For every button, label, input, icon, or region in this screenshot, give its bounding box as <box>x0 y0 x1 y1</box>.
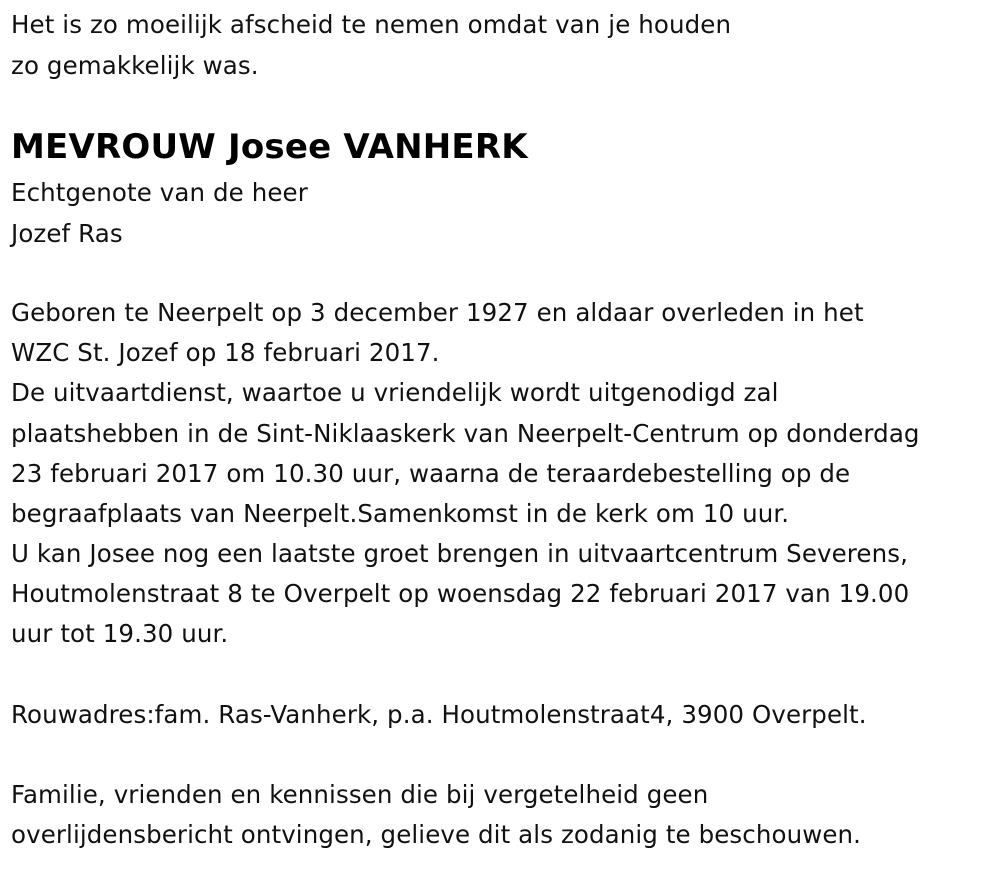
body-line-9: uur tot 19.30 uur. <box>11 619 229 648</box>
mourning-address: Rouwadres:fam. Ras-Vanherk, p.a. Houtmolenstraat4, 3900 Overpelt. <box>11 700 867 729</box>
quote-line-2: zo gemakkelijk was. <box>11 51 259 80</box>
body-line-8: Houtmolenstraat 8 te Overpelt op woensdag 22 februari 2017 van 19.00 <box>11 579 910 608</box>
body-line-7: U kan Josee nog een laatste groet brengen in uitvaartcentrum Severens, <box>11 539 908 568</box>
deceased-name-heading: MEVROUW Josee VANHERK <box>11 127 528 167</box>
body-line-3: De uitvaartdienst, waartoe u vriendelijk wordt uitgenodigd zal <box>11 378 779 407</box>
body-line-2: WZC St. Jozef op 18 februari 2017. <box>11 338 440 367</box>
body-line-1: Geboren te Neerpelt op 3 december 1927 en aldaar overleden in het <box>11 298 864 327</box>
body-line-5: 23 februari 2017 om 10.30 uur, waarna de teraardebestelling op de <box>11 459 851 488</box>
body-line-6: begraafplaats van Neerpelt.Samenkomst in de kerk om 10 uur. <box>11 499 790 528</box>
quote-line-1: Het is zo moeilijk afscheid te nemen omdat van je houden <box>11 10 732 39</box>
body-line-4: plaatshebben in de Sint-Niklaaskerk van Neerpelt-Centrum op donderdag <box>11 419 920 448</box>
closing-line-2: overlijdensbericht ontvingen, gelieve dit als zodanig te beschouwen. <box>11 820 862 849</box>
spouse-name: Jozef Ras <box>11 219 123 248</box>
closing-line-1: Familie, vrienden en kennissen die bij vergetelheid geen <box>11 780 709 809</box>
spouse-line-1: Echtgenote van de heer <box>11 178 308 207</box>
